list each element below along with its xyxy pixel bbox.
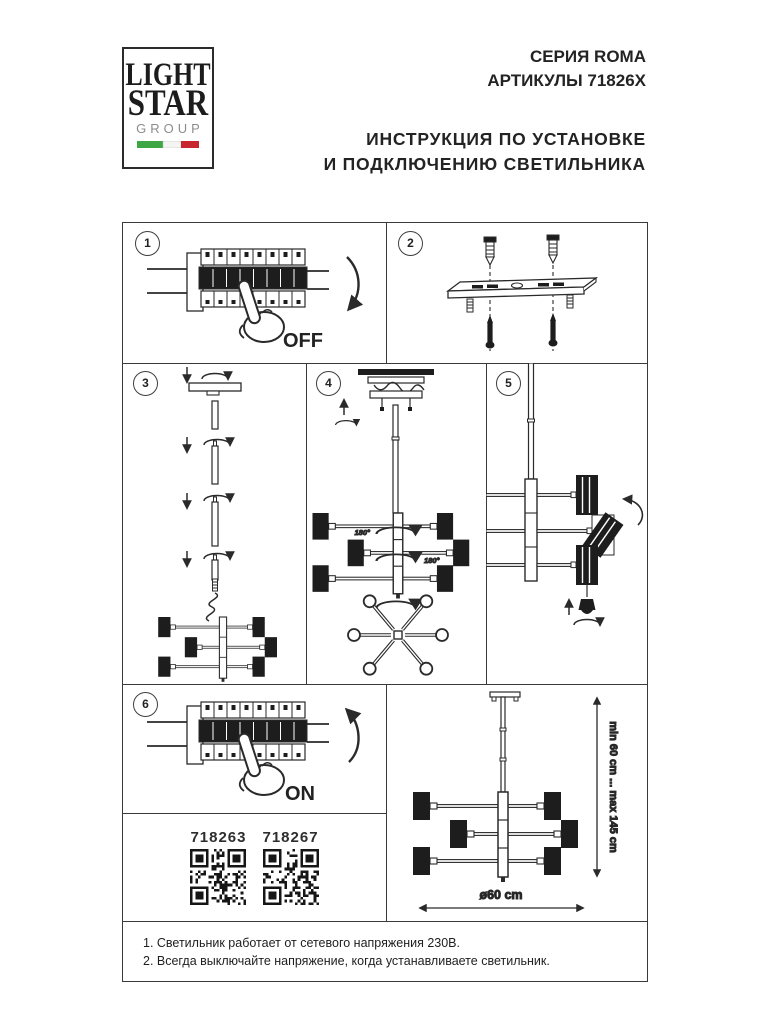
note-line-1: 1. Светильник работает от сетевого напряжения 230В. <box>143 936 460 950</box>
arrow-down-icon <box>347 257 359 309</box>
chandelier-dimensions-illustration <box>386 684 647 921</box>
chandelier-body-icon <box>313 513 470 599</box>
step-1-panel <box>123 223 386 363</box>
arm-rotation-illustration <box>306 363 486 684</box>
threaded-stud-icon <box>567 295 573 308</box>
safety-notes <box>123 921 647 981</box>
bracket-mounting-illustration <box>386 223 647 363</box>
qr-code-right <box>263 849 319 905</box>
article-numbers: АРТИКУЛЫ 71826X <box>487 71 646 90</box>
arrow-up-icon <box>347 710 359 762</box>
mounting-plate <box>448 278 596 298</box>
ceiling-bar <box>358 369 434 375</box>
canopy <box>370 391 422 398</box>
article-qr-section <box>123 829 386 921</box>
logo-text-group: GROUP <box>136 121 204 136</box>
diameter-dimension-label: ø60 cm <box>479 888 523 902</box>
grid-line <box>123 813 386 814</box>
step-3-panel <box>123 363 306 684</box>
step-6-panel <box>123 684 386 813</box>
page-title-line2: И ПОДКЛЮЧЕНИЮ СВЕТИЛЬНИКА <box>323 154 646 174</box>
on-label: ON <box>285 783 315 805</box>
suspension-rod <box>501 697 505 792</box>
wall-anchor-icon <box>484 237 496 265</box>
rotate-arrow-icon <box>624 499 642 525</box>
italian-flag-icon <box>137 141 199 148</box>
wire-squiggle-icon <box>206 593 217 621</box>
step-6-number: 6 <box>133 692 158 717</box>
threaded-stud-icon <box>467 299 473 312</box>
breaker-on-illustration <box>123 684 386 813</box>
chandelier-top-view-icon <box>348 595 448 674</box>
height-dimension-label: min 60 cm ... max 145 cm <box>607 721 619 853</box>
rod-assembly-illustration <box>123 363 306 684</box>
shade-icon <box>576 475 598 515</box>
qr-code-left <box>190 849 246 905</box>
ceiling-plate <box>490 692 520 697</box>
lightstar-logo <box>122 47 214 169</box>
note-line-2: 2. Всегда выключайте напряжение, когда устанавливаете светильник. <box>143 954 550 968</box>
rotation-180-label: 180° <box>354 528 370 537</box>
article-number-right: 718267 <box>262 829 319 846</box>
off-label: OFF <box>283 330 323 352</box>
step-2-number: 2 <box>398 231 423 256</box>
instruction-table <box>122 222 648 982</box>
shade-icon <box>576 545 598 585</box>
rotation-180-label: 180° <box>424 556 440 565</box>
step-5-number: 5 <box>496 371 521 396</box>
wall-anchor-icon <box>547 235 559 263</box>
breaker-off-illustration <box>123 223 386 363</box>
step-5-panel <box>486 363 647 684</box>
screw-icon <box>486 315 495 349</box>
header-text-block <box>300 45 646 177</box>
step-1-number: 1 <box>135 231 160 256</box>
header-spacer <box>300 93 646 127</box>
chandelier-body-icon <box>158 617 277 682</box>
step-2-panel <box>386 223 647 363</box>
step-4-panel <box>306 363 486 684</box>
logo-text-star: STAR <box>127 81 209 124</box>
series-name: СЕРИЯ ROMA <box>529 47 646 66</box>
logo-text-light: LIGHT <box>125 56 211 93</box>
article-left-group <box>190 829 246 905</box>
chandelier-body-icon <box>413 792 578 882</box>
page-title-line1: ИНСТРУКЦИЯ ПО УСТАНОВКЕ <box>366 129 646 149</box>
step-4-number: 4 <box>316 371 341 396</box>
bulb-icon <box>579 599 596 614</box>
step-3-number: 3 <box>133 371 158 396</box>
article-right-group <box>263 829 319 905</box>
shade-and-bulb-illustration <box>486 363 647 684</box>
article-number-left: 718263 <box>190 829 247 846</box>
dimensions-panel <box>386 684 647 921</box>
screw-icon <box>549 313 558 347</box>
